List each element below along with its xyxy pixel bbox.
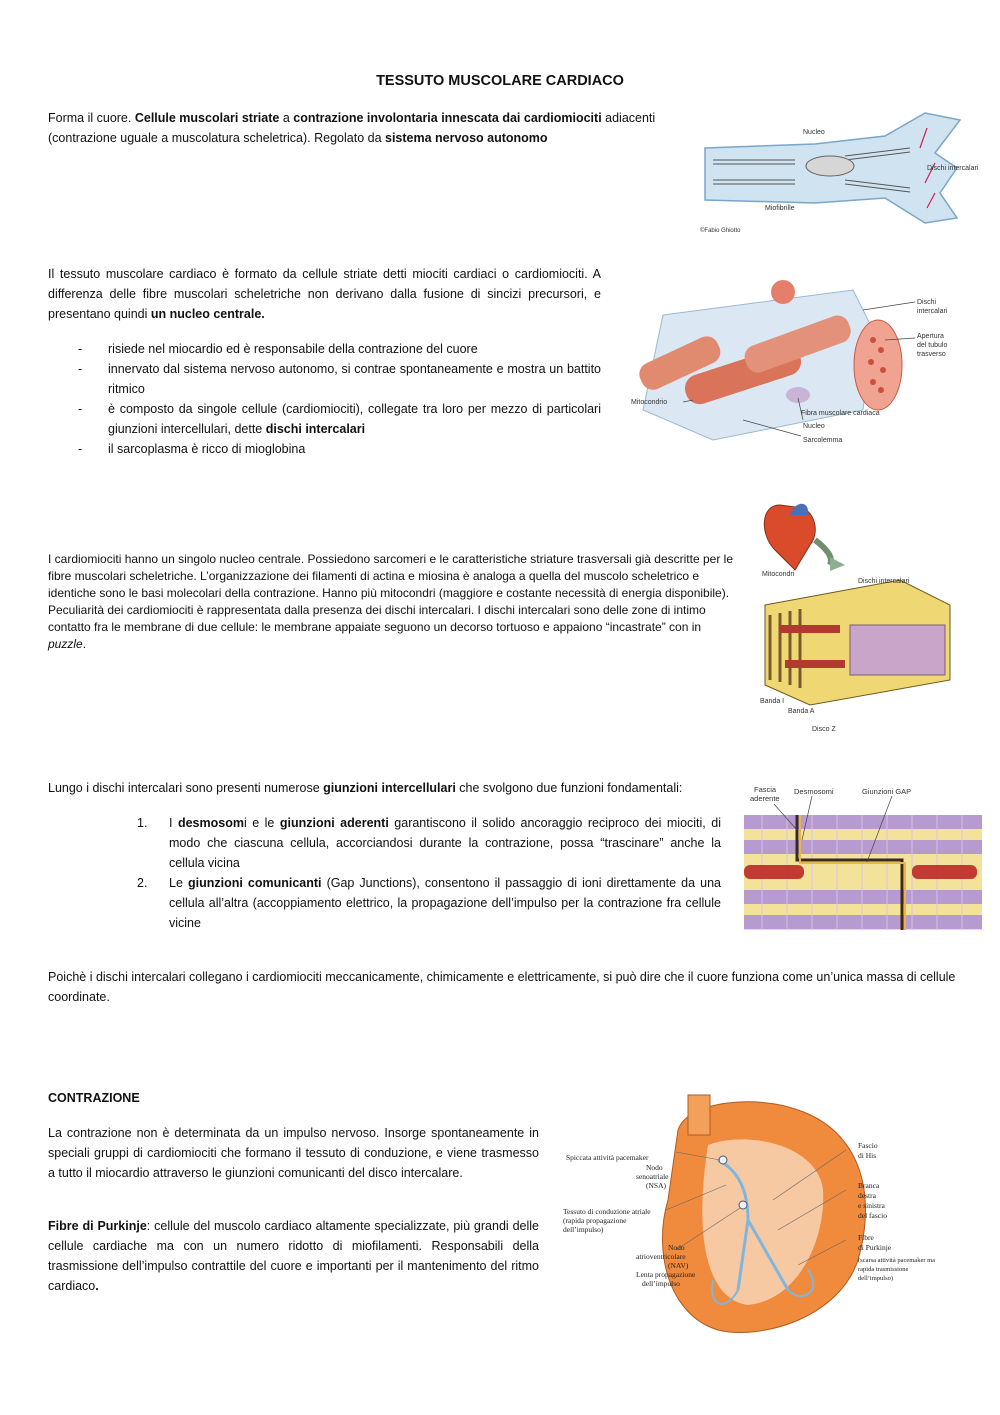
label-dischi: Dischi intercalari [858,578,910,585]
label-fascio: Fascio [858,1141,878,1150]
list-item [137,813,721,873]
label-tessuto: Tessuto di conduzione atriale [563,1207,651,1216]
page-title: TESSUTO MUSCOLARE CARDIACO [376,73,624,89]
junctions-figure [742,780,987,935]
cardiac-fiber-figure [623,270,968,455]
section-3-paragraph [48,551,738,653]
label-dischi: Dischi [917,299,937,306]
label-del-fascio: del fascio [858,1211,887,1220]
text: che svolgono due funzioni fondamentali: [455,781,683,795]
text: (Gap Junctions), consentono il passaggio di ioni direttamente da una cellula all’altra (accoppiamento elettrico, la propagazione dell’impulso per la contrazione fra cellule vicine [169,876,721,930]
label-fibre: Fibre [858,1233,874,1242]
text: Lungo i dischi intercalari sono presenti numerose [48,781,324,795]
label-lenta: Lenta propagazione [636,1270,696,1279]
text: Il tessuto muscolare cardiaco è formato da cellule striate detti miociti cardiaci o cardiomiociti. A differenza delle fibre muscolari scheletriche non derivano dalla fusione di sincizi precursori, e presentano quindi [48,267,601,321]
label-branca: Branca [858,1181,880,1190]
list-item [137,873,721,933]
text: Forma il cuore. [48,111,135,125]
section-2-paragraph [48,264,601,324]
label-credit: ©Fabio Ghiotto [700,228,741,234]
label-intercalari: intercalari [917,308,948,315]
label-mitocondrio: Mitocondrio [631,399,668,406]
label-disco-z: Disco Z [812,726,836,733]
label-nucleo: Nucleo [803,129,825,136]
label-rapida: (rapida propagazione [563,1216,627,1225]
label-fascia: Fascia [754,785,777,794]
bold-text: . [95,1279,99,1293]
purkinje-paragraph [48,1216,539,1296]
label-miofibrille: Miofibrille [765,205,795,212]
label-nav: (NAV) [668,1261,689,1270]
text: : cellule del muscolo cardiaco altamente specializzate, più grandi delle cellule cardiache ma con un numero ridotto di miofilamenti. Responsabili della trasmissione dell’impulso contrattile del cuore e importanti per il mantenimento del ritmo cardiaco [48,1219,539,1293]
contrazione-heading: CONTRAZIONE [48,1091,140,1105]
intro-paragraph [48,108,665,148]
contrazione-paragraph: La contrazione non è determinata da un impulso nervoso. Insorge spontaneamente in speciali gruppi di cardiomiociti che formano il tessuto di conduzione, e viene trasmesso a tutto il miocardio attraverso le giunzioni comunicanti del disco intercalare. [48,1126,539,1180]
label-banda-i: Banda I [760,698,785,705]
label-scarsa: (scarsa attività pacemaker ma [858,1257,936,1264]
label-nucleo: Nucleo [803,423,825,430]
section-5-paragraph: Poichè i dischi intercalari collegano i cardiomiociti meccanicamente, chimicamente e elettricamente, si può dire che il cuore funziona come un’unica massa di cellule coordinate. [48,970,956,1004]
list-number: 2. [137,876,148,890]
list-item: - risiede nel miocardio ed è responsabile della contrazione del cuore [48,339,601,359]
label-senoatriale: senoatriale [636,1172,669,1181]
label-giunzioni-gap: Giunzioni GAP [862,787,912,796]
bold-text: contrazione involontaria innescata dai cardiomiociti [293,111,602,125]
bold-text: un nucleo centrale. [150,307,265,321]
text: I cardiomiociti hanno un singolo nucleo centrale. Possiedono sarcomeri e le caratteristiche striature trasversali già descritte per le fibre muscolari scheletriche. L’organizzazione dei filamenti di actina e miosina è analoga a quella del muscolo scheletrico e identiche sono le basi molecolari della contrazione. Hanno più mitocondri (maggiore e costante necessità di energia disponibile). Peculiarità dei cardiomiociti è rappresentata dalla presenza dei dischi intercalari. I dischi intercalari sono delle zone di intimo contatto fra le membrane di due cellule: le membrane appaiate seguono un decorso tortuoso e appaiono “incastrate” con in [48,552,734,634]
section-4-intro [48,778,728,798]
list-item [48,399,601,439]
label-tubulo: del tubulo [917,342,948,349]
label-purkinje: di Purkinje [858,1243,892,1252]
label-desmosomi: Desmosomi [794,787,834,796]
label-impulso-3: dell’impulso) [858,1275,894,1282]
label-nodo-av: Nodo [668,1243,685,1252]
label-rapida-trasm: rapida trasmissione [858,1266,909,1273]
text: è composto da singole cellule (cardiomiociti), collegate tra loro per mezzo di particolari giunzioni intercellulari, dette [108,402,601,436]
label-aderente: aderente [750,794,780,803]
label-trasverso: trasverso [917,351,946,358]
text: a [279,111,294,125]
label-his: di His [858,1151,877,1160]
label-impulso: dell’impulso) [563,1225,604,1234]
label-atrioventricolare: atrioventricolare [636,1252,686,1261]
label-impulso-2: dell’impulso [642,1279,680,1288]
conduction-system-figure [558,1090,978,1345]
cardiomyocyte-figure [695,108,980,236]
text: Le [169,876,188,890]
bold-text: giunzioni aderenti [279,816,389,830]
label-banda-a: Banda A [788,708,815,715]
text: i e le [243,816,280,830]
label-dischi: Dischi intercalari [927,165,979,172]
bold-text: desmosom [177,816,244,830]
label-sarcolemma: Sarcolemma [803,437,843,444]
bold-text: dischi intercalari [265,422,366,436]
text: adiacenti (contrazione uguale a muscolatura scheletrica). Regolato da [48,111,656,145]
bold-text: Fibre di Purkinje [48,1219,147,1233]
label-nodo: Nodo [646,1163,663,1172]
text: garantiscono il solido ancoraggio reciproco dei miociti, di modo che ciascuna cellula, accorciandosi durante la contrazione, possa “trascinare” anche la cellula vicina [169,816,721,870]
section-2-list [48,339,601,459]
myocardium-block-figure [750,495,975,735]
label-destra: destra [858,1191,876,1200]
section-4-list [137,813,721,933]
label-fibra: Fibra muscolare cardiaca [801,410,880,417]
list-number: 1. [137,816,148,830]
label-spiccata: Spiccata attività pacemaker [566,1153,649,1162]
text: I [169,816,178,830]
text: . [82,637,87,651]
bold-text: Cellule muscolari striate [134,111,280,125]
label-nsa: (NSA) [646,1181,666,1190]
bold-text: giunzioni intercellulari [323,781,456,795]
bold-text: giunzioni comunicanti [187,876,322,890]
italic-text: puzzle [48,637,83,651]
label-mitocondri: Mitocondri [762,571,795,578]
label-apertura: Apertura [917,333,944,340]
bold-text: sistema nervoso autonomo [385,131,548,145]
list-item: - il sarcoplasma è ricco di mioglobina [48,439,601,459]
label-sinistra: e sinistra [858,1201,885,1210]
list-item: - innervato dal sistema nervoso autonomo, si contrae spontaneamente e mostra un battito ritmico [48,359,601,399]
